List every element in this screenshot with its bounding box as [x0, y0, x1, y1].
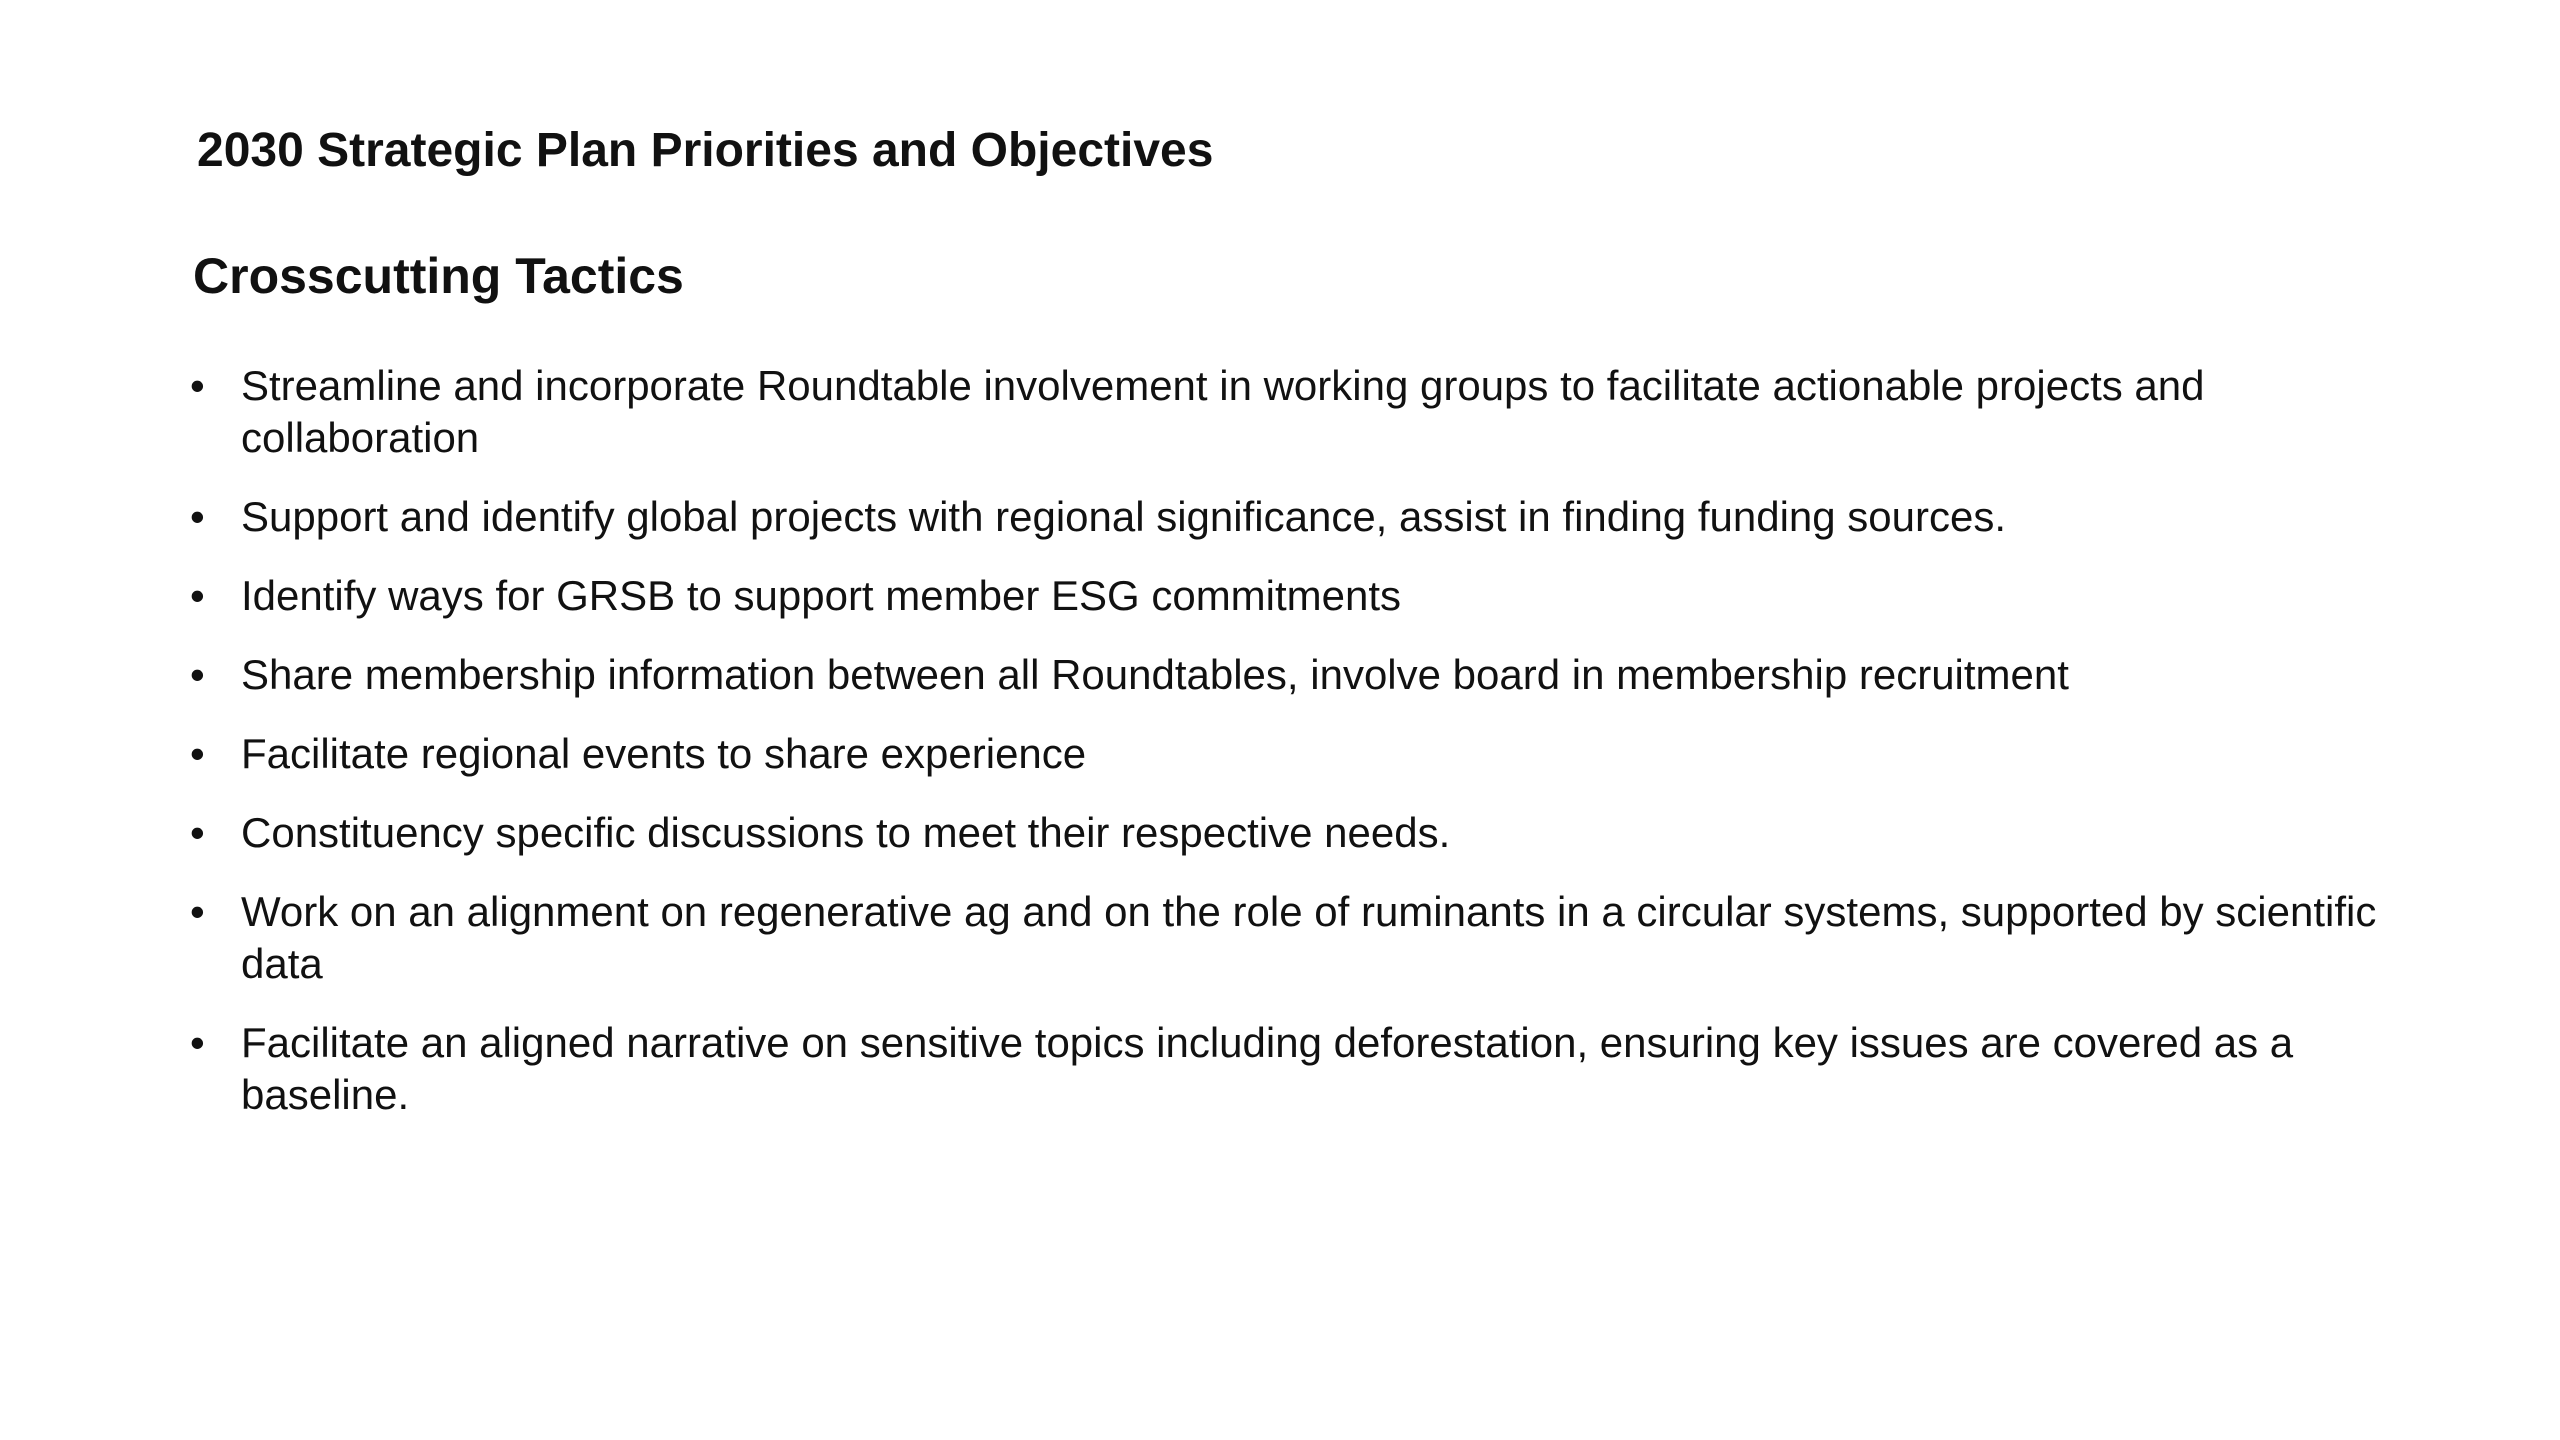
list-item — [190, 360, 2410, 464]
bullet-icon: • — [190, 730, 205, 777]
bullet-icon: • — [190, 888, 205, 935]
list-item — [190, 886, 2410, 990]
list-item — [190, 491, 2410, 543]
section-title: Crosscutting Tactics — [193, 248, 684, 304]
bullet-icon: • — [190, 651, 205, 698]
bullet-icon: • — [190, 493, 205, 540]
list-item-text: Work on an alignment on regenerative ag and on the role of ruminants in a circular systems, supported by scientific data — [241, 888, 2377, 987]
list-item — [190, 807, 2410, 859]
bullet-icon: • — [190, 572, 205, 619]
list-item-text: Facilitate regional events to share experience — [241, 730, 1087, 777]
list-item-text: Streamline and incorporate Roundtable involvement in working groups to facilitate actionable projects and collaboration — [241, 362, 2205, 461]
bullet-icon: • — [190, 1019, 205, 1066]
bullet-icon: • — [190, 809, 205, 856]
bullet-list — [190, 360, 2410, 1148]
list-item — [190, 570, 2410, 622]
list-item — [190, 728, 2410, 780]
list-item-text: Facilitate an aligned narrative on sensitive topics including deforestation, ensuring key issues are covered as a baseline. — [241, 1019, 2294, 1118]
list-item-text: Identify ways for GRSB to support member ESG commitments — [241, 572, 1402, 619]
list-item — [190, 649, 2410, 701]
page-title: 2030 Strategic Plan Priorities and Objectives — [197, 124, 1214, 177]
list-item — [190, 1017, 2410, 1121]
list-item-text: Support and identify global projects with regional significance, assist in finding funding sources. — [241, 493, 2007, 540]
list-item-text: Share membership information between all Roundtables, involve board in membership recruitment — [241, 651, 2069, 698]
list-item-text: Constituency specific discussions to meet their respective needs. — [241, 809, 1451, 856]
bullet-icon: • — [190, 362, 205, 409]
